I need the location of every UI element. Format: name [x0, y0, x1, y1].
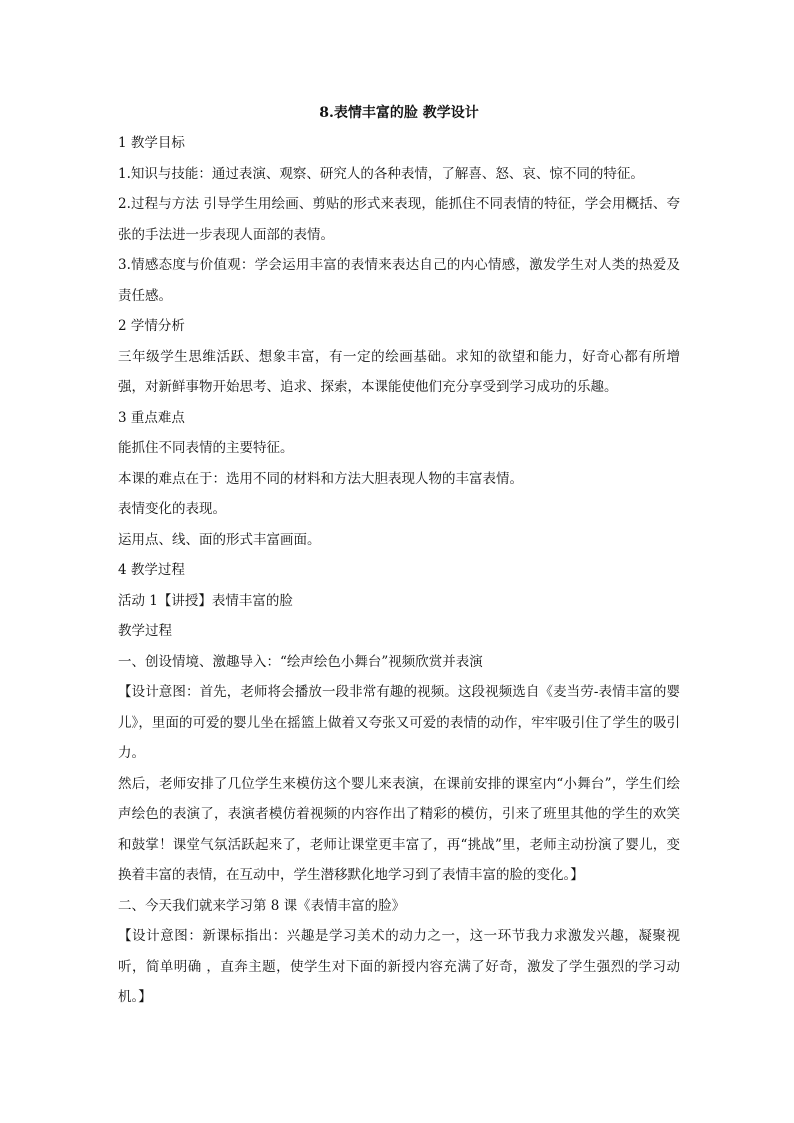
paragraph-knowledge-skills: 1.知识与技能：通过表演、观察、研究人的各种表情，了解喜、怒、哀、惊不同的特征。	[118, 165, 644, 182]
step-two-heading: 二、今天我们就来学习第 8 课《表情丰富的脸》	[118, 897, 406, 914]
step-one-heading: 一、创设情境、激趣导入：“绘声绘色小舞台”视频欣赏并表演	[118, 653, 483, 670]
paragraph-point-line-plane: 运用点、线、面的形式丰富画面。	[118, 531, 321, 548]
section-heading-student-analysis: 2 学情分析	[118, 318, 185, 334]
section-heading-objectives: 1 教学目标	[118, 135, 185, 151]
paragraph-key-point: 能抓住不同表情的主要特征。	[118, 440, 294, 456]
paragraph-design-intent-2: 【设计意图：新课标指出：兴趣是学习美术的动力之一，这一环节我力求激发兴趣，凝聚视听，简单明确 ，直奔主题，使学生对下面的新授内容充满了好奇，激发了学生强烈的学习动机。】	[118, 928, 680, 1005]
paragraph-expression-change: 表情变化的表现。	[118, 501, 226, 517]
document-title: 8.表情丰富的脸 教学设计	[319, 105, 479, 121]
section-heading-key-points: 3 重点难点	[118, 409, 185, 426]
subheading-teaching-process: 教学过程	[118, 623, 172, 639]
paragraph-process-method: 2.过程与方法 引导学生用绘画、剪贴的形式来表现，能抓住不同表情的特征，学会用概括、夸张的手法进一步表现人面部的表情。	[118, 196, 680, 243]
paragraph-difficulty: 本课的难点在于：选用不同的材料和方法大胆表现人物的丰富表情。	[118, 470, 523, 487]
paragraph-attitude-values: 3.情感态度与价值观：学会运用丰富的表情来表达自己的内心情感，激发学生对人类的热爱及责任感。	[118, 257, 680, 304]
paragraph-imitation-performance: 然后，老师安排了几位学生来模仿这个婴儿来表演，在课前安排的课室内“小舞台”，学生们绘声绘色的表演了，表演者模仿着视频的内容作出了精彩的模仿，引来了班里其他的学生的欢笑和鼓掌！课堂气氛活跃起来了，老师让课堂更丰富了，再“挑战”里，老师主动扮演了婴儿，变换着丰富的表情，在互动中，学生潜移默化地学习到了表情丰富的脸的变化。】	[118, 775, 680, 883]
section-heading-teaching-process: 4 教学过程	[118, 562, 185, 578]
paragraph-student-analysis: 三年级学生思维活跃、想象丰富，有一定的绘画基础。求知的欲望和能力，好奇心都有所增强，对新鲜事物开始思考、追求、探索，本课能使他们充分享受到学习成功的乐趣。	[118, 348, 680, 395]
document-page	[118, 98, 680, 1013]
activity-heading: 活动 1【讲授】表情丰富的脸	[118, 592, 293, 609]
paragraph-design-intent-1: 【设计意图：首先，老师将会播放一段非常有趣的视频。这段视频选自《麦当劳-表情丰富的婴儿》，里面的可爱的婴儿坐在摇篮上做着又夸张又可爱的表情的动作，牢牢吸引住了学生的吸引力。	[118, 684, 680, 761]
